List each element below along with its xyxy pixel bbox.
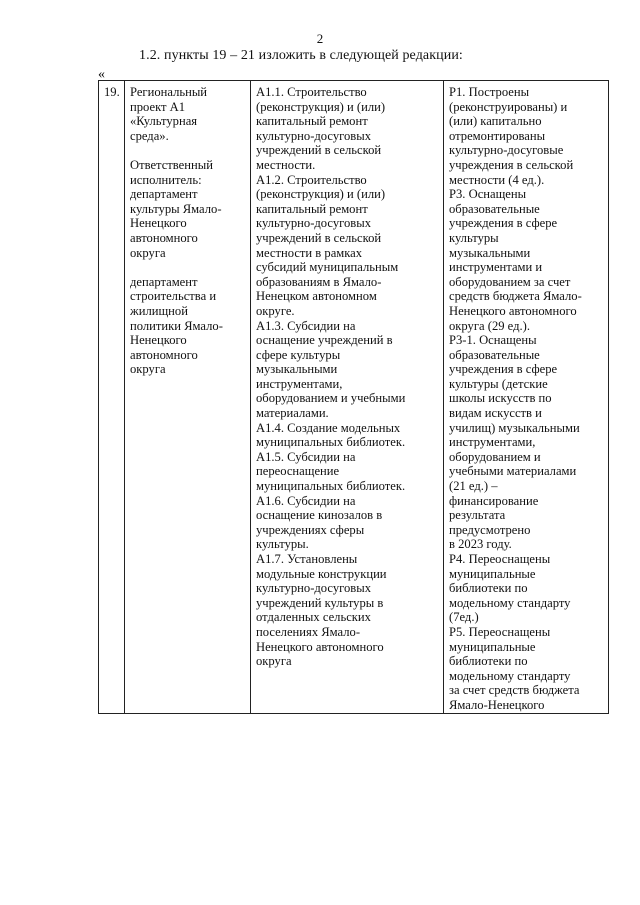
result-item-line: Р1. Построены	[449, 85, 530, 99]
activity-item	[256, 173, 440, 319]
result-item-line: культуры	[449, 230, 499, 245]
activity-item-line: учреждениях сферы	[256, 522, 365, 537]
responsible-executor	[130, 158, 247, 260]
result-item-line: отремонтированы	[449, 128, 546, 143]
activity-item-line: учреждений в сельской	[256, 143, 382, 158]
activity-item-line: оснащение кинозалов в	[256, 508, 383, 523]
activity-item-line: модульные конструкции	[256, 566, 387, 581]
activity-item-line: местности в рамках	[256, 245, 363, 260]
result-item-line: учреждения в сельской	[449, 157, 574, 172]
result-item-line: оборудованием за счет	[449, 274, 571, 289]
result-item-line: культурно-досуговые	[449, 143, 564, 158]
result-item-line: (7ед.)	[449, 610, 479, 625]
activity-item	[256, 421, 440, 450]
result-item-line: муниципальные	[449, 566, 536, 581]
project-name-line: Региональный	[130, 85, 208, 99]
result-item-line: библиотеки по	[449, 654, 528, 669]
result-item-line: местности (4 ед.).	[449, 172, 545, 187]
activity-item-line: А1.1. Строительство	[256, 85, 367, 99]
result-item-line: Ненецкого автономного	[449, 303, 577, 318]
result-item-line: в 2023 году.	[449, 537, 512, 552]
activity-item	[256, 450, 440, 494]
responsible-line: департамент	[130, 187, 198, 202]
activity-item	[256, 319, 440, 421]
activity-item-line: инструментами,	[256, 376, 343, 391]
result-item-line: музыкальными	[449, 245, 531, 260]
result-item-line: библиотеки по	[449, 581, 528, 596]
result-item-line: финансирование	[449, 493, 539, 508]
co-executor-line: департамент	[130, 274, 198, 289]
co-executor-line: Ненецкого	[130, 333, 187, 348]
result-item	[449, 85, 605, 187]
co-executor-line: политики Ямало-	[130, 318, 223, 333]
table-row	[99, 81, 609, 714]
responsible-line: Ненецкого	[130, 216, 187, 231]
result-item-line: училищ) музыкальными	[449, 420, 580, 435]
responsible-line: исполнитель:	[130, 172, 202, 187]
activity-item-line: учреждений культуры в	[256, 595, 384, 610]
result-item-line: образовательные	[449, 201, 540, 216]
result-item	[449, 552, 605, 625]
activity-item-line: сфере культуры	[256, 347, 341, 362]
result-item-line: оборудованием и	[449, 449, 541, 464]
result-item-line: результата	[449, 508, 506, 523]
activity-item-line: культуры.	[256, 537, 309, 552]
activity-item-line: субсидий муниципальным	[256, 260, 399, 275]
activity-item-line: оснащение учреждений в	[256, 333, 393, 348]
activity-item-line: А1.6. Субсидии на	[256, 493, 356, 508]
result-item-line: Ямало-Ненецкого	[449, 697, 545, 712]
result-item-line: культуры (детские	[449, 376, 548, 391]
project-name-line: «Культурная	[130, 114, 198, 129]
project-name	[130, 85, 247, 143]
result-item-line: округа (29 ед.).	[449, 318, 531, 333]
opening-quote-mark: «	[98, 67, 105, 82]
result-item-line: Р3. Оснащены	[449, 187, 527, 202]
activity-item-line: А1.5. Субсидии на	[256, 449, 356, 464]
activity-item	[256, 85, 440, 173]
result-item-line: инструментами и	[449, 260, 543, 275]
activities-cell	[251, 81, 444, 714]
activities-list	[256, 85, 440, 669]
result-item-line: модельному стандарту	[449, 668, 571, 683]
result-item-line: образовательные	[449, 347, 540, 362]
amendment-table	[98, 80, 609, 714]
activity-item-line: отдаленных сельских	[256, 610, 371, 625]
activity-item-line: Ненецкого автономного	[256, 639, 384, 654]
row-number-cell	[99, 81, 125, 714]
page-number: 2	[316, 31, 324, 46]
amendment-intro: 1.2. пункты 19 – 21 изложить в следующей редакции:	[139, 48, 463, 63]
activity-item-line: округа	[256, 654, 292, 669]
spacer	[130, 260, 247, 275]
activity-item-line: муниципальных библиотек.	[256, 479, 406, 494]
result-item-line: средств бюджета Ямало-	[449, 289, 582, 304]
result-item	[449, 625, 605, 713]
activity-item-line: муниципальных библиотек.	[256, 435, 406, 450]
result-item-line: (или) капитально	[449, 114, 542, 129]
activity-item-line: музыкальными	[256, 362, 338, 377]
activity-item-line: капитальный ремонт	[256, 201, 368, 216]
project-name-line: среда».	[130, 128, 169, 143]
activity-item-line: (реконструкция) и (или)	[256, 99, 386, 114]
result-item-line: инструментами,	[449, 435, 536, 450]
activity-item-line: образованиям в Ямало-	[256, 274, 382, 289]
activity-item-line: культурно-досуговых	[256, 581, 371, 596]
co-executor-line: жилищной	[130, 303, 188, 318]
activity-item-line: А1.2. Строительство	[256, 172, 367, 187]
result-item-line: учреждения в сфере	[449, 216, 558, 231]
activity-item-line: учреждений в сельской	[256, 230, 382, 245]
result-item-line: Р5. Переоснащены	[449, 624, 551, 639]
activity-item-line: А1.3. Субсидии на	[256, 318, 356, 333]
co-executor-line: автономного	[130, 347, 198, 362]
result-item-line: (реконструированы) и	[449, 99, 568, 114]
result-item-line: муниципальные	[449, 639, 536, 654]
result-item	[449, 333, 605, 552]
responsible-line: автономного	[130, 230, 198, 245]
responsible-line: Ответственный	[130, 157, 213, 172]
row-number: 19.	[104, 85, 120, 99]
activity-item-line: оборудованием и учебными	[256, 391, 406, 406]
activity-item-line: переоснащение	[256, 464, 340, 479]
co-executor	[130, 275, 247, 377]
result-item-line: за счет средств бюджета	[449, 683, 580, 698]
result-item-line: учебными материалами	[449, 464, 577, 479]
activity-item-line: Ненецком автономном	[256, 289, 377, 304]
result-item-line: Р4. Переоснащены	[449, 552, 551, 566]
results-cell	[444, 81, 609, 714]
activity-item	[256, 494, 440, 552]
activity-item-line: материалами.	[256, 406, 329, 421]
result-item-line: предусмотрено	[449, 522, 531, 537]
activity-item-line: культурно-досуговых	[256, 216, 371, 231]
results-list	[449, 85, 605, 713]
result-item	[449, 187, 605, 333]
result-item-line: школы искусств по	[449, 391, 552, 406]
result-item-line: Р3-1. Оснащены	[449, 333, 537, 348]
activity-item-line: местности.	[256, 157, 316, 172]
spacer	[130, 143, 247, 158]
activity-item	[256, 552, 440, 669]
co-executor-line: строительства и	[130, 289, 217, 304]
activity-item-line: округе.	[256, 303, 295, 318]
activity-item-line: капитальный ремонт	[256, 114, 368, 129]
project-name-line: проект А1	[130, 99, 186, 114]
responsible-line: культуры Ямало-	[130, 201, 222, 216]
result-item-line: модельному стандарту	[449, 595, 571, 610]
result-item-line: видам искусств и	[449, 406, 542, 421]
activity-item-line: (реконструкция) и (или)	[256, 187, 386, 202]
result-item-line: учреждения в сфере	[449, 362, 558, 377]
activity-item-line: поселениях Ямало-	[256, 624, 361, 639]
project-cell	[125, 81, 251, 714]
activity-item-line: А1.4. Создание модельных	[256, 420, 401, 435]
activity-item-line: А1.7. Установлены	[256, 552, 358, 566]
result-item-line: (21 ед.) –	[449, 479, 498, 494]
activity-item-line: культурно-досуговых	[256, 128, 371, 143]
responsible-line: округа	[130, 245, 166, 260]
co-executor-line: округа	[130, 362, 166, 377]
